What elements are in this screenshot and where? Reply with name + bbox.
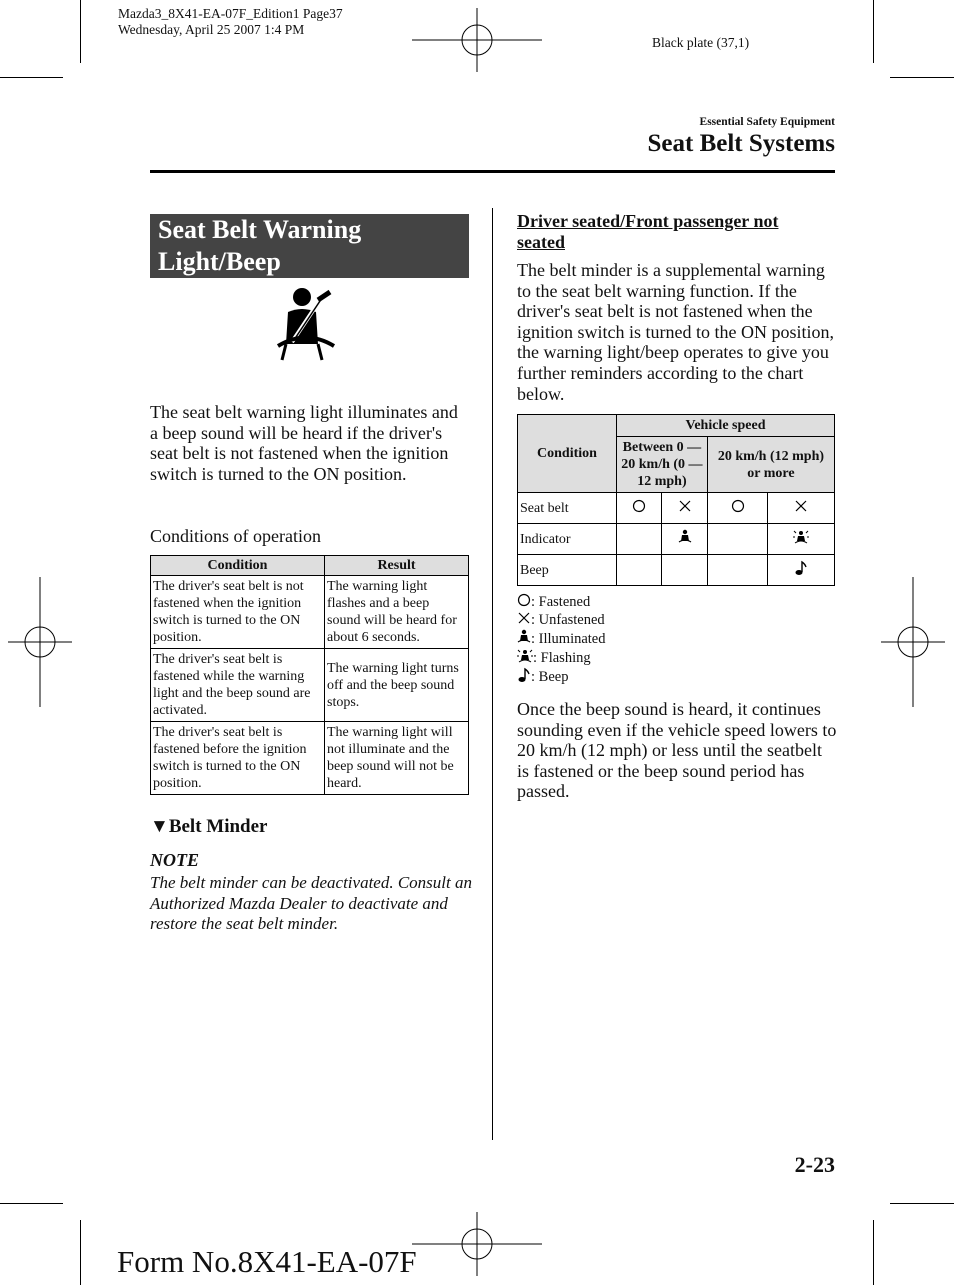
symbol-legend xyxy=(517,593,606,686)
legend-label: : Beep xyxy=(531,669,569,685)
table-header-row xyxy=(151,556,469,576)
vehicle-speed-header: Vehicle speed xyxy=(617,415,835,437)
belt-minder-table xyxy=(517,414,835,586)
illuminated-icon xyxy=(517,629,531,645)
fastened-icon xyxy=(707,493,767,524)
result-cell: The warning light will not illuminate and the beep sound will not be heard. xyxy=(325,722,469,795)
conditions-table xyxy=(150,555,469,795)
print-header-file: Mazda3_8X41-EA-07F_Edition1 Page37 xyxy=(118,6,343,21)
unfastened-icon xyxy=(517,611,531,625)
registration-mark-right xyxy=(881,577,945,707)
crop-mark xyxy=(0,1203,63,1204)
row-label: Beep xyxy=(518,555,617,586)
crop-mark xyxy=(890,77,954,78)
legend-label: : Illuminated xyxy=(531,631,606,647)
empty-cell xyxy=(617,555,662,586)
unfastened-icon xyxy=(662,493,707,524)
page-number: 2-23 xyxy=(794,1152,835,1177)
empty-cell xyxy=(707,524,767,555)
crop-mark xyxy=(873,0,874,63)
legend-item xyxy=(517,667,606,686)
right-heading: Driver seated/Front passenger not seated xyxy=(517,211,779,252)
intro-paragraph: The seat belt warning light illuminates and a beep sound will be heard if the driver's seat belt is not fastened when the ignition switch is turned to the ON position. xyxy=(150,402,458,484)
legend-label: : Fastened xyxy=(531,594,591,610)
crop-mark xyxy=(0,77,63,78)
crop-mark xyxy=(80,1220,81,1285)
legend-label: : Flashing xyxy=(533,650,591,666)
table-row xyxy=(518,493,835,524)
speed-low-header: Between 0 — 20 km/h (0 — 12 mph) xyxy=(617,437,708,493)
section-heading: Seat Belt Warning Light/Beep xyxy=(150,214,469,278)
table-row xyxy=(151,649,469,722)
condition-cell: The driver's seat belt is fastened while the warning light and the beep sound are activated. xyxy=(151,649,325,722)
fastened-icon xyxy=(617,493,662,524)
seat-belt-warning-icon xyxy=(272,284,340,364)
table-row xyxy=(518,555,835,586)
table-header-row xyxy=(518,415,835,437)
form-number: Form No.8X41-EA-07F xyxy=(117,1244,417,1279)
legend-item xyxy=(517,629,606,648)
crop-mark xyxy=(890,1203,954,1204)
col-result-header: Result xyxy=(325,556,469,576)
flashing-icon xyxy=(768,524,835,555)
section-label: Essential Safety Equipment xyxy=(699,116,835,128)
crop-mark xyxy=(80,0,81,63)
table-row xyxy=(518,524,835,555)
legend-item xyxy=(517,593,606,611)
speed-high-header: 20 km/h (12 mph) or more xyxy=(707,437,834,493)
empty-cell xyxy=(707,555,767,586)
triangle-down-icon: ▼ xyxy=(150,816,169,837)
unfastened-icon xyxy=(768,493,835,524)
condition-cell: The driver's seat belt is not fastened when the ignition switch is turned to the ON position. xyxy=(151,576,325,649)
table-row xyxy=(151,722,469,795)
empty-cell xyxy=(662,555,707,586)
chapter-title: Seat Belt Systems xyxy=(647,130,835,157)
legend-item xyxy=(517,611,606,629)
registration-mark-left xyxy=(8,577,72,707)
column-divider xyxy=(492,208,493,1140)
illuminated-icon xyxy=(662,524,707,555)
print-header-date: Wednesday, April 25 2007 1:4 PM xyxy=(118,22,305,37)
flashing-icon xyxy=(517,648,533,664)
beep-icon xyxy=(517,667,531,683)
belt-minder-title: Belt Minder xyxy=(168,816,268,837)
legend-item xyxy=(517,648,606,667)
right-paragraph-1: The belt minder is a supplemental warning to the seat belt warning function. If the driver's seat belt is not fastened when the ignition switch is turned to the ON position, the warning light/beep operates to give you further reminders according to the chart below. xyxy=(517,260,834,404)
registration-mark-bottom xyxy=(412,1212,542,1276)
beep-icon xyxy=(768,555,835,586)
registration-mark-top xyxy=(412,8,542,72)
result-cell: The warning light flashes and a beep sound will be heard for about 6 seconds. xyxy=(325,576,469,649)
note-title: NOTE xyxy=(150,850,199,870)
right-paragraph-2: Once the beep sound is heard, it continues sounding even if the vehicle speed lowers to 20 km/h (12 mph) or less until the seatbelt is fastened or the beep sound period has passed. xyxy=(517,699,837,802)
row-label: Seat belt xyxy=(518,493,617,524)
header-rule xyxy=(150,170,835,173)
belt-minder-heading xyxy=(150,816,268,838)
row-label: Indicator xyxy=(518,524,617,555)
note-text: The belt minder can be deactivated. Consult an Authorized Mazda Dealer to deactivate and restore the seat belt minder. xyxy=(150,873,472,933)
conditions-label: Conditions of operation xyxy=(150,526,321,546)
result-cell: The warning light turns off and the beep sound stops. xyxy=(325,649,469,722)
fastened-icon xyxy=(517,593,531,607)
empty-cell xyxy=(617,524,662,555)
table-row xyxy=(151,576,469,649)
col-condition-header: Condition xyxy=(151,556,325,576)
print-header xyxy=(118,6,343,38)
crop-mark xyxy=(873,1220,874,1285)
legend-label: : Unfastened xyxy=(531,612,605,628)
condition-header: Condition xyxy=(518,415,617,493)
condition-cell: The driver's seat belt is fastened before the ignition switch is turned to the ON position. xyxy=(151,722,325,795)
print-plate: Black plate (37,1) xyxy=(652,35,750,50)
